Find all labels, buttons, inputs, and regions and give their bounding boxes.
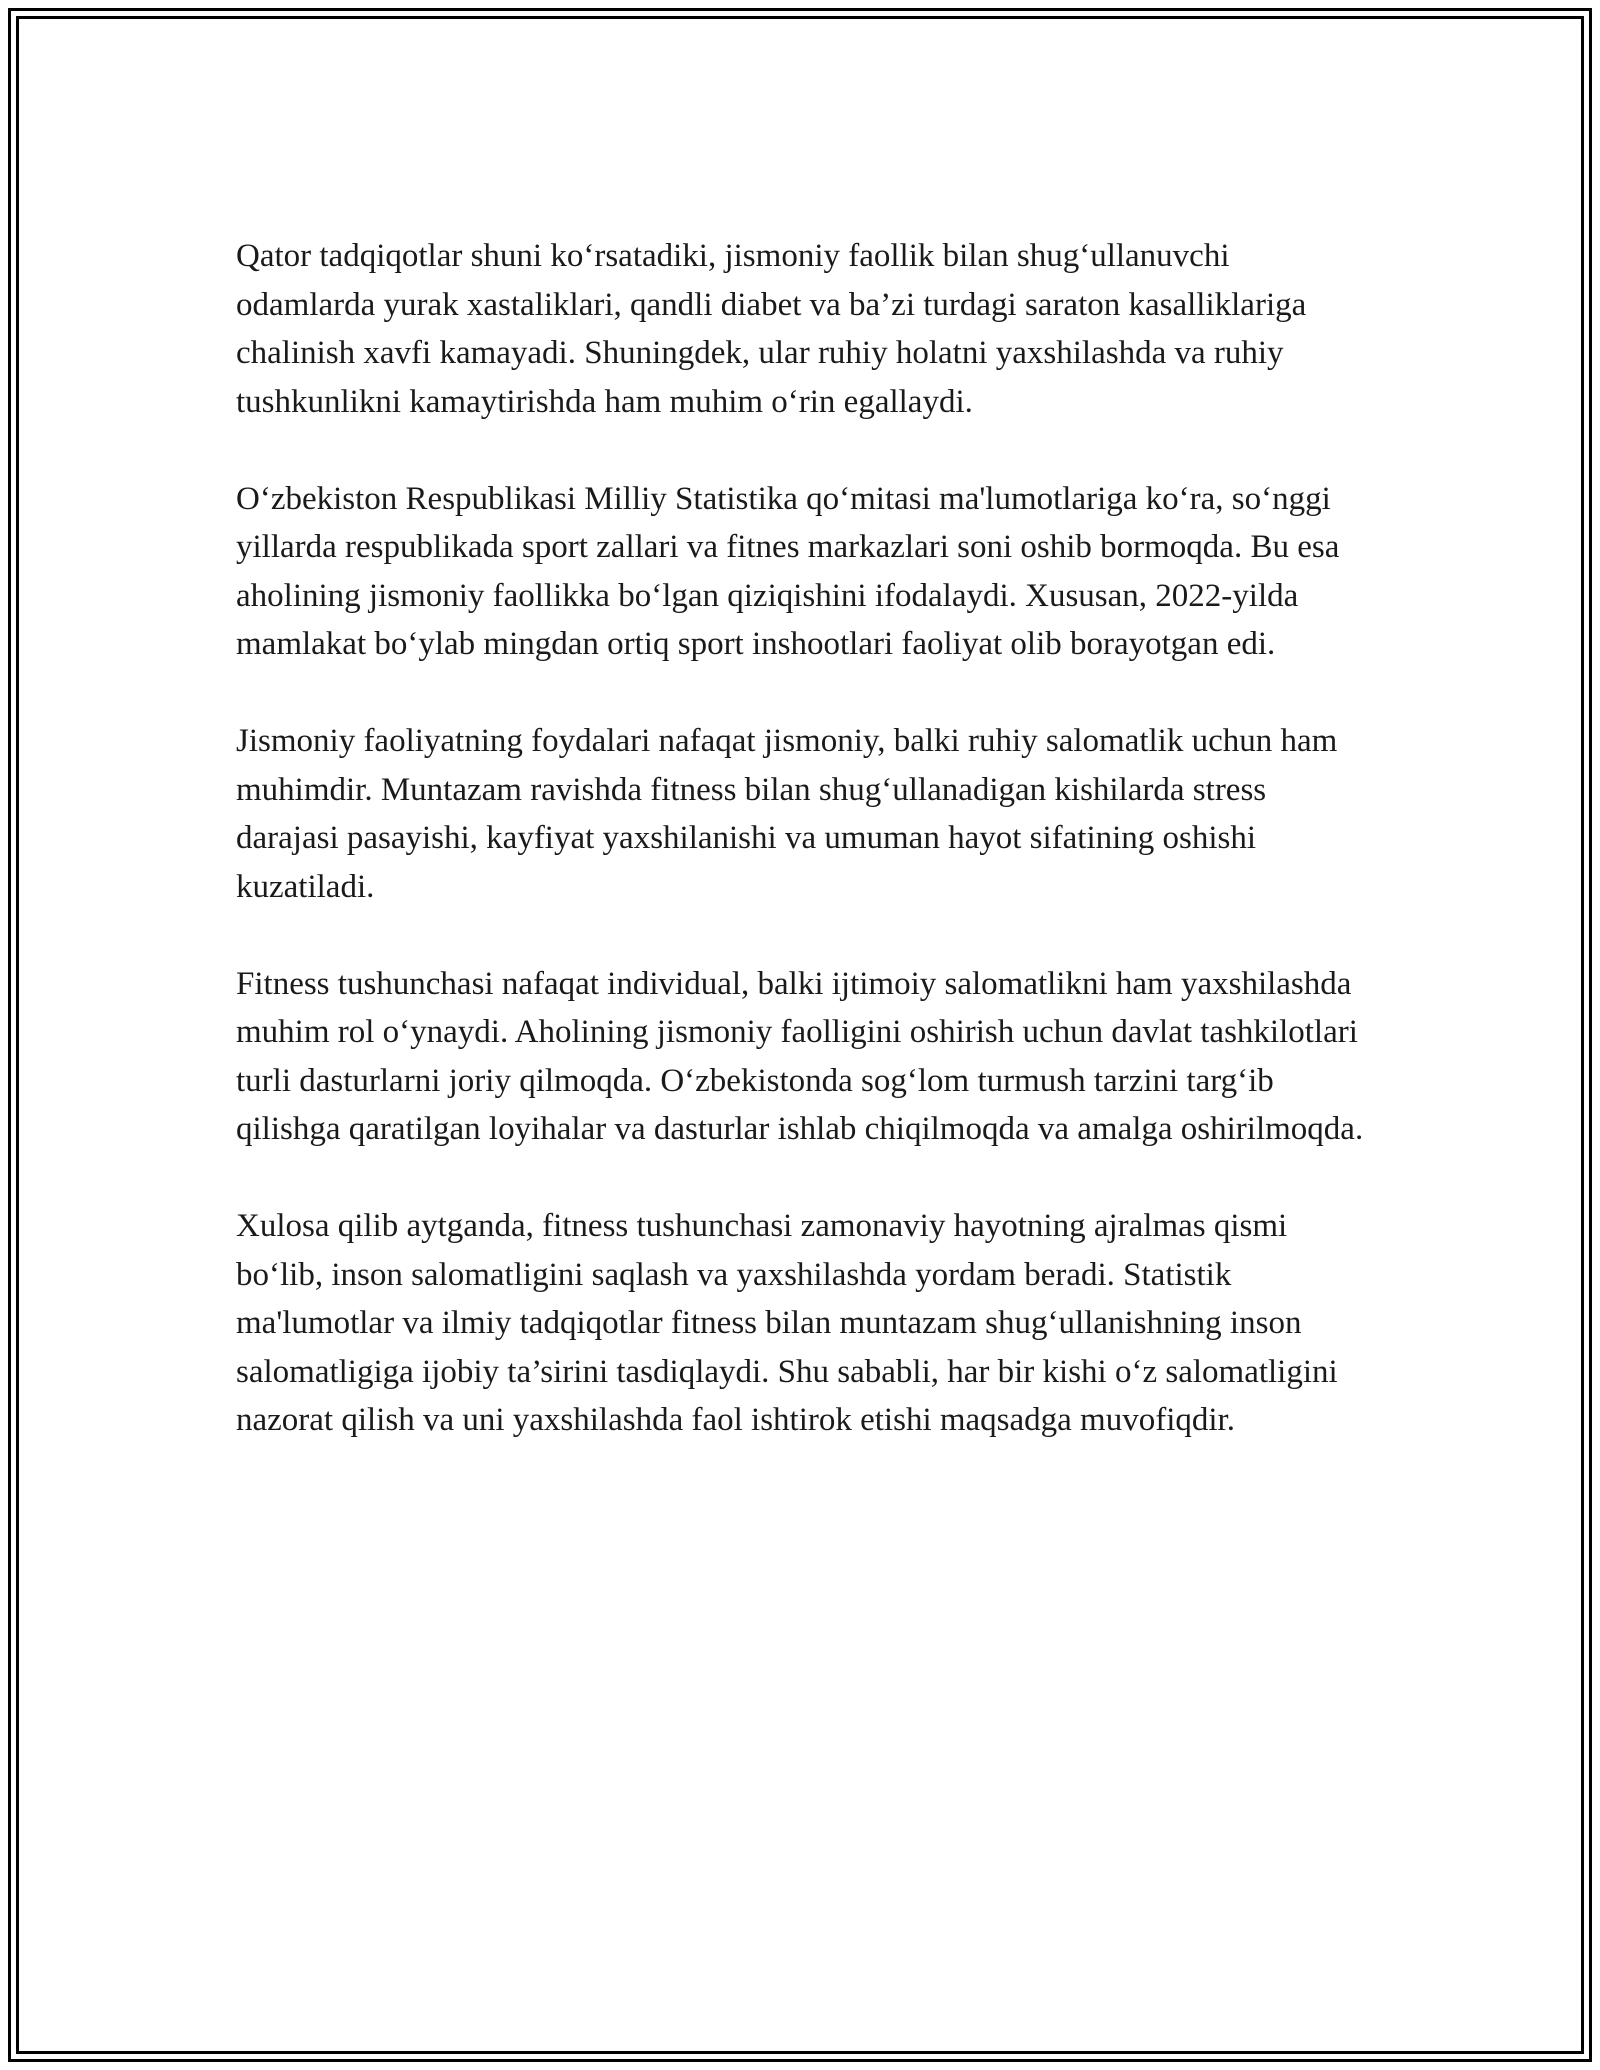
document-body — [236, 232, 1364, 1493]
paragraph-statistics: O‘zbekiston Respublikasi Milliy Statistika qo‘mitasi ma'lumotlariga ko‘ra, so‘nggi yillarda respublikada sport zallari va fitnes markazlari soni oshib bormoqda. Bu esa aholining jismoniy faollikka bo‘lgan qiziqishini ifodalaydi. Xususan, 2022-yilda mamlakat bo‘ylab mingdan ortiq sport inshootlari faoliyat olib borayotgan edi. — [236, 480, 1340, 662]
paragraph-mental-benefits: Jismoniy faoliyatning foydalari nafaqat jismoniy, balki ruhiy salomatlik uchun ham muhimdir. Muntazam ravishda fitness bilan shug‘ullanadigan kishilarda stress darajasi pasayishi, kayfiyat yaxshilanishi va umuman hayot sifatining oshishi kuzatiladi. — [236, 723, 1338, 905]
paragraph-conclusion: Xulosa qilib aytganda, fitness tushunchasi zamonaviy hayotning ajralmas qismi bo‘lib, inson salomatligini saqlash va yaxshilashda yordam beradi. Statistik ma'lumotlar va ilmiy tadqiqotlar fitness bilan muntazam shug‘ullanishning inson salomatligiga ijobiy ta’sirini tasdiqlaydi. Shu sababli, har bir kishi o‘z salomatligini nazorat qilish va uni yaxshilashda faol ishtirok etishi maqsadga muvofiqdir. — [236, 1208, 1338, 1438]
paragraph-health-risks: Qator tadqiqotlar shuni ko‘rsatadiki, jismoniy faollik bilan shug‘ullanuvchi odamlarda yurak xastaliklari, qandli diabet va ba’zi turdagi saraton kasalliklariga chalinish xavfi kamayadi. Shuningdek, ular ruhiy holatni yaxshilashda va ruhiy tushkunlikni kamaytirishda ham muhim o‘rin egallaydi. — [236, 238, 1307, 420]
paragraph-social-health: Fitness tushunchasi nafaqat individual, balki ijtimoiy salomatlikni ham yaxshilashda muhim rol o‘ynaydi. Aholining jismoniy faolligini oshirish uchun davlat tashkilotlari turli dasturlarni joriy qilmoqda. O‘zbekistonda sog‘lom turmush tarzini targ‘ib qilishga qaratilgan loyihalar va dasturlar ishlab chiqilmoqda va amalga oshirilmoqda. — [236, 965, 1364, 1147]
